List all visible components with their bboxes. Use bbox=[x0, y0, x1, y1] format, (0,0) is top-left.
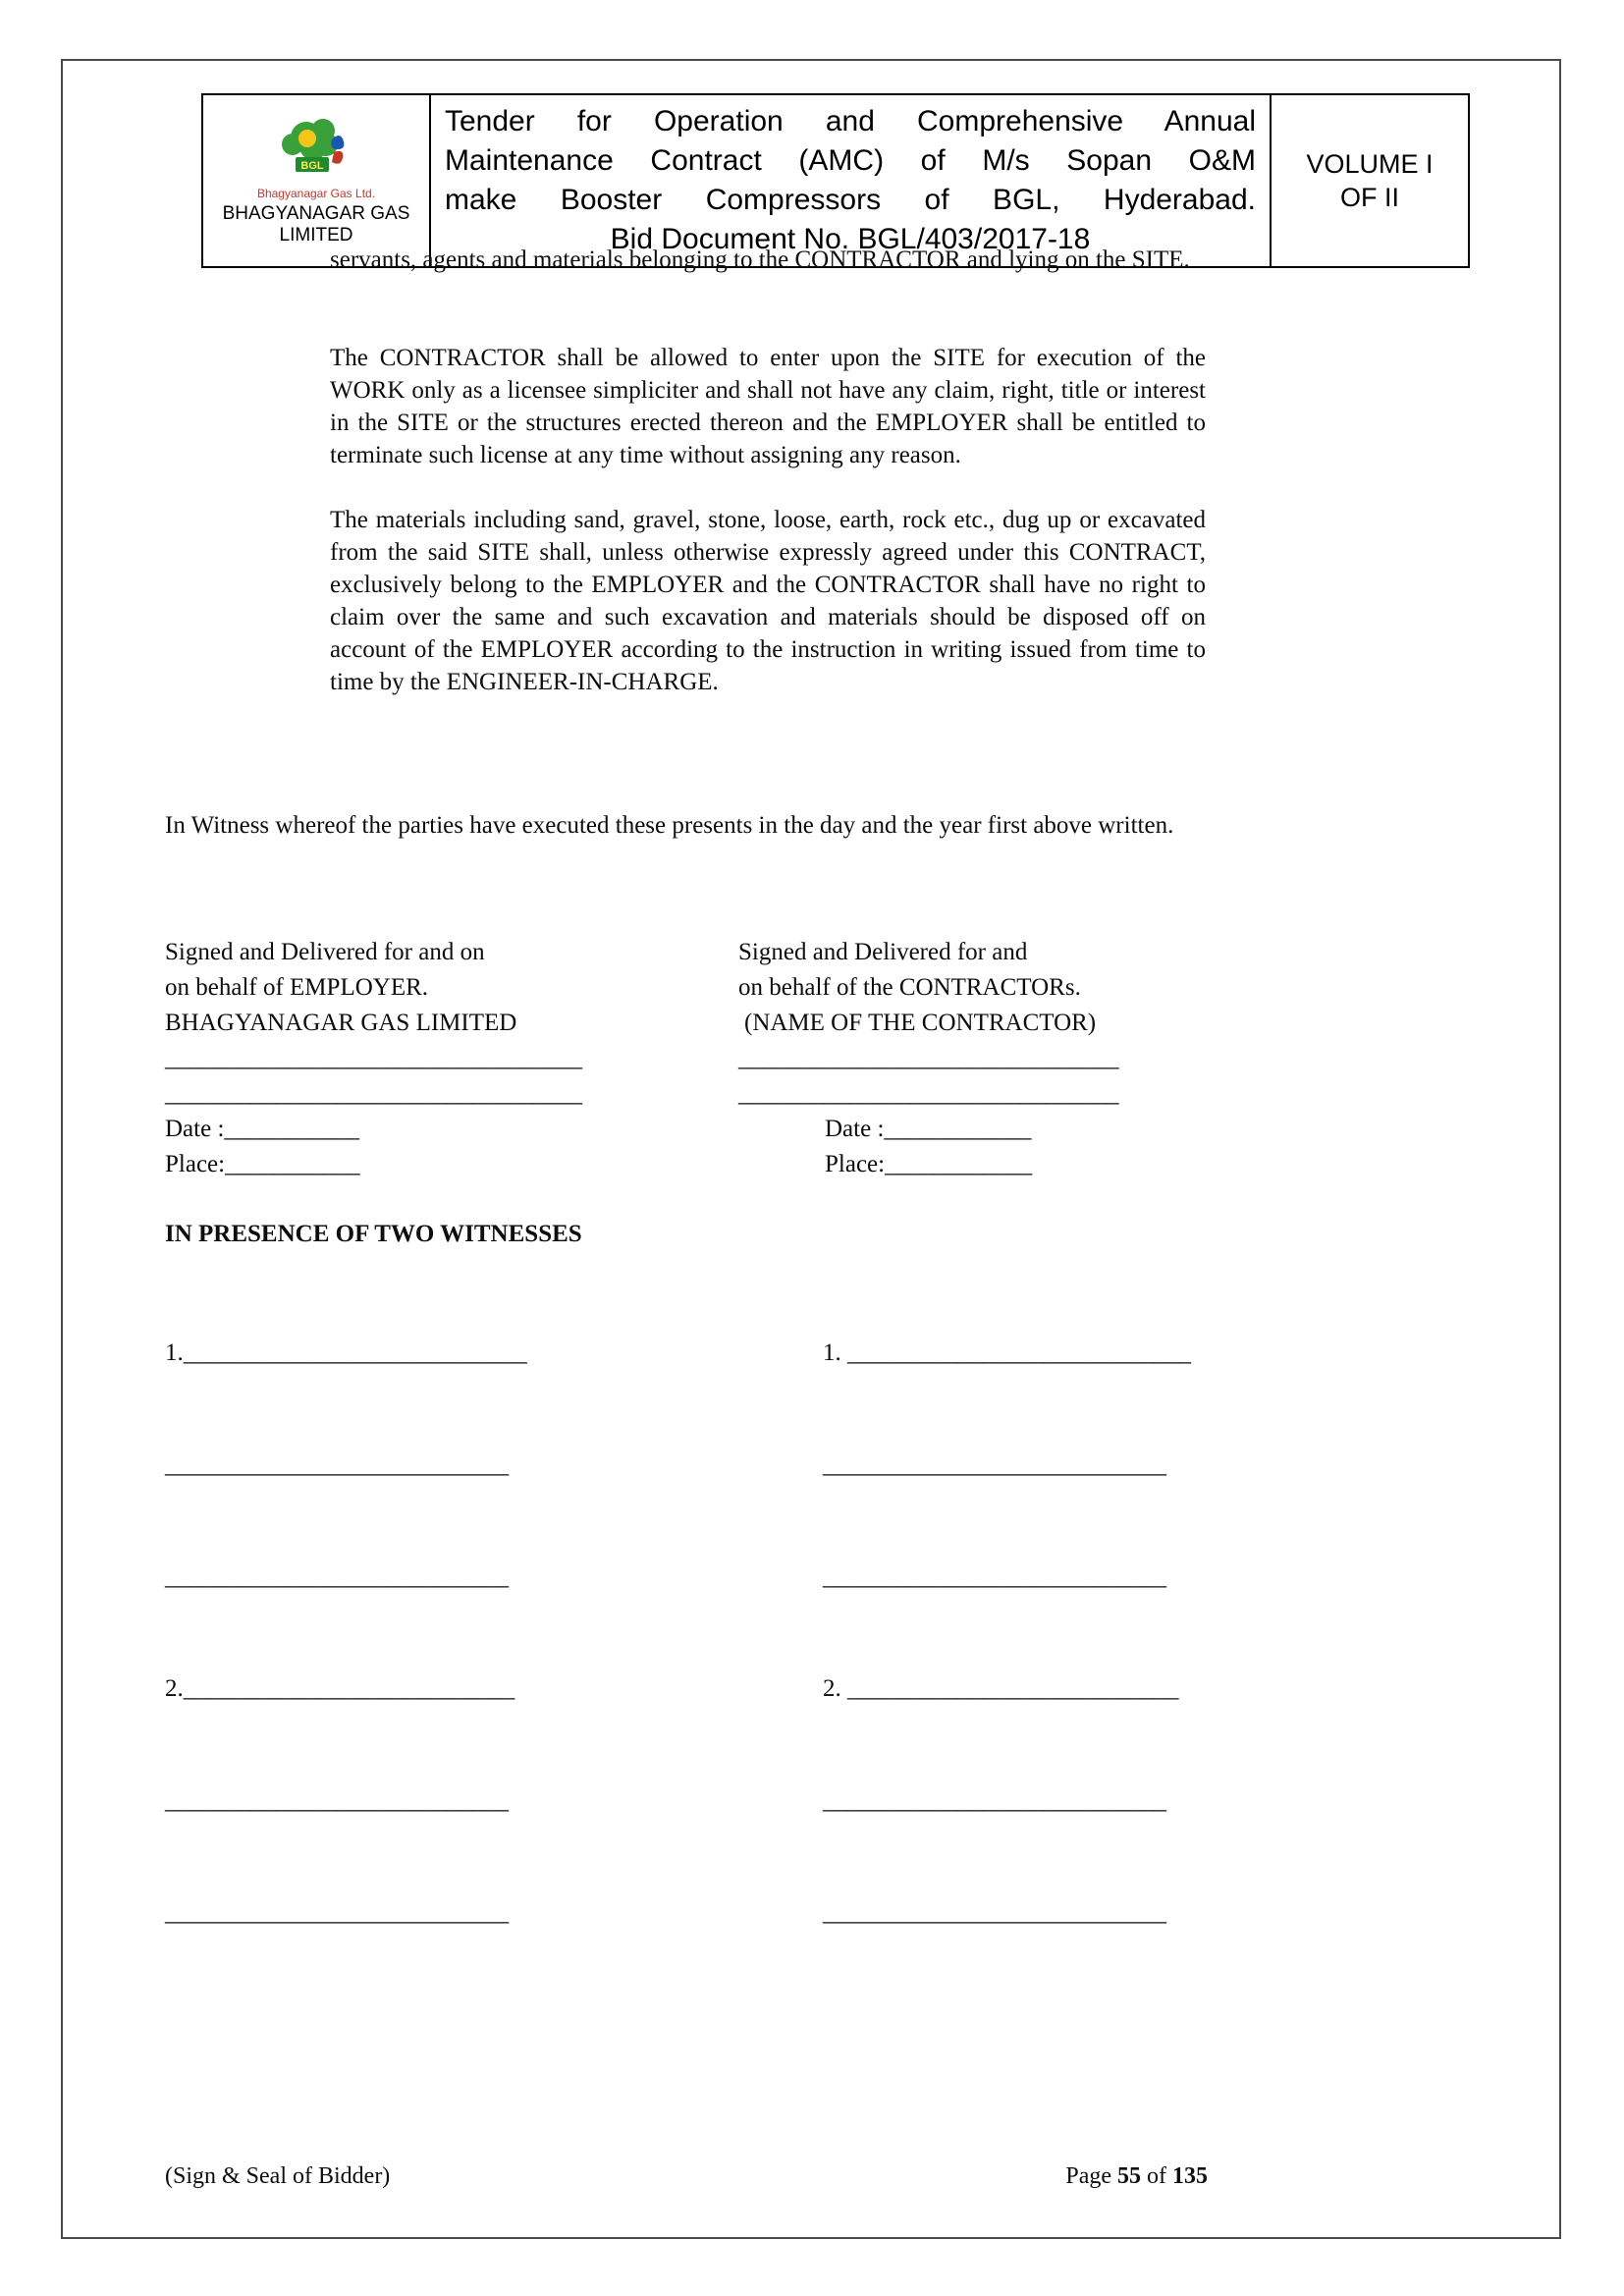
tender-title-line: Maintenance Contract (AMC) of M/s Sopan O&M bbox=[445, 144, 1256, 177]
witness-line: ____________________________ bbox=[165, 1899, 509, 1926]
witness-line: ____________________________ bbox=[165, 1451, 509, 1478]
witnesses-heading: IN PRESENCE OF TWO WITNESSES bbox=[165, 1221, 582, 1247]
paragraph-materials: The materials including sand, gravel, stone, loose, earth, rock etc., dug up or excavated from the said SITE shall, unless otherwise expressly agreed under this CONTRACT, exclusively belong to the EMPLOYER and the CONTRACTOR shall have no right to claim over the same and such excavation and materials should be disposed off on account of the EMPLOYER according to the instruction in writing issued from time to time by the ENGINEER-IN-CHARGE. bbox=[330, 507, 1206, 695]
contractor-signature-rule: _______________________________ bbox=[738, 1080, 1119, 1107]
witness-column-right bbox=[823, 1260, 1191, 2006]
employer-signature-rule: __________________________________ bbox=[165, 1080, 582, 1107]
employer-sig-line2: on behalf of EMPLOYER. bbox=[165, 974, 429, 1001]
bid-document-number: Bid Document No. BGL/403/2017-18 bbox=[610, 223, 1091, 255]
employer-signature-rule: __________________________________ bbox=[165, 1045, 582, 1071]
logo-subtitle: Bhagyanagar Gas Ltd. bbox=[256, 186, 376, 200]
tender-title-line: make Booster Compressors of BGL, Hyderabad. bbox=[445, 184, 1256, 216]
witness-line: ____________________________ bbox=[823, 1787, 1166, 1814]
signature-block-employer bbox=[165, 935, 626, 1182]
sign-seal-note: (Sign & Seal of Bidder) bbox=[165, 2163, 391, 2189]
header-logo-cell bbox=[203, 95, 431, 266]
contractor-sig-line1: Signed and Delivered for and bbox=[738, 939, 1028, 965]
contractor-date-field: Date :____________ bbox=[825, 1116, 1032, 1142]
company-name-line1: BHAGYANAGAR GAS bbox=[222, 202, 410, 224]
paragraph-contractor-license: The CONTRACTOR shall be allowed to enter upon the SITE for execution of the WORK only as a licensee simpliciter and shall not have any claim, right, title or interest in the SITE or the structures erected thereon and the EMPLOYER shall be entitled to terminate such license at any time without assigning any reason. bbox=[330, 345, 1206, 468]
of-word: of bbox=[1141, 2163, 1172, 2189]
witness-line: 2. ___________________________ bbox=[823, 1675, 1179, 1702]
witness-line: 1.____________________________ bbox=[165, 1339, 527, 1366]
witness-line: ____________________________ bbox=[823, 1899, 1166, 1926]
paragraph-in-witness: In Witness whereof the parties have executed these presents in the day and the year first above written. bbox=[165, 812, 1174, 839]
witness-line: ____________________________ bbox=[165, 1563, 509, 1590]
witness-column-left bbox=[165, 1260, 527, 2006]
paragraph-servants: servants, agents and materials belonging to the CONTRACTOR and lying on the SITE. bbox=[330, 246, 1190, 273]
page-number: 55 bbox=[1117, 2163, 1141, 2189]
header-title-cell bbox=[431, 95, 1272, 266]
witness-line: 2.___________________________ bbox=[165, 1675, 515, 1702]
header-volume-cell bbox=[1272, 95, 1468, 266]
page-total: 135 bbox=[1172, 2163, 1208, 2189]
witness-line: ____________________________ bbox=[823, 1563, 1166, 1590]
page-indicator bbox=[1065, 2163, 1208, 2190]
employer-date-field: Date :___________ bbox=[165, 1116, 359, 1142]
volume-label-line2: OF II bbox=[1340, 183, 1399, 212]
employer-sig-line3: BHAGYANAGAR GAS LIMITED bbox=[165, 1010, 517, 1036]
witness-line: ____________________________ bbox=[165, 1787, 509, 1814]
header-table bbox=[201, 93, 1470, 268]
company-name-line2: LIMITED bbox=[279, 224, 353, 246]
signature-block-contractor bbox=[738, 935, 1210, 1182]
contractor-place-field: Place:____________ bbox=[825, 1151, 1033, 1177]
bgl-logo-icon bbox=[269, 116, 363, 189]
tender-title-line: Tender for Operation and Comprehensive Annual bbox=[445, 105, 1256, 137]
employer-sig-line1: Signed and Delivered for and on bbox=[165, 939, 485, 965]
contractor-sig-line3: (NAME OF THE CONTRACTOR) bbox=[744, 1010, 1097, 1036]
witness-line: ____________________________ bbox=[823, 1451, 1166, 1478]
employer-place-field: Place:___________ bbox=[165, 1151, 360, 1177]
contractor-sig-line2: on behalf of the CONTRACTORs. bbox=[738, 974, 1081, 1001]
page-word: Page bbox=[1065, 2163, 1117, 2189]
witness-line: 1. ____________________________ bbox=[823, 1339, 1191, 1366]
company-name bbox=[223, 203, 410, 246]
svg-text:BGL: BGL bbox=[300, 159, 324, 172]
volume-label-line1: VOLUME I bbox=[1306, 149, 1434, 179]
contractor-signature-rule: _______________________________ bbox=[738, 1045, 1119, 1071]
